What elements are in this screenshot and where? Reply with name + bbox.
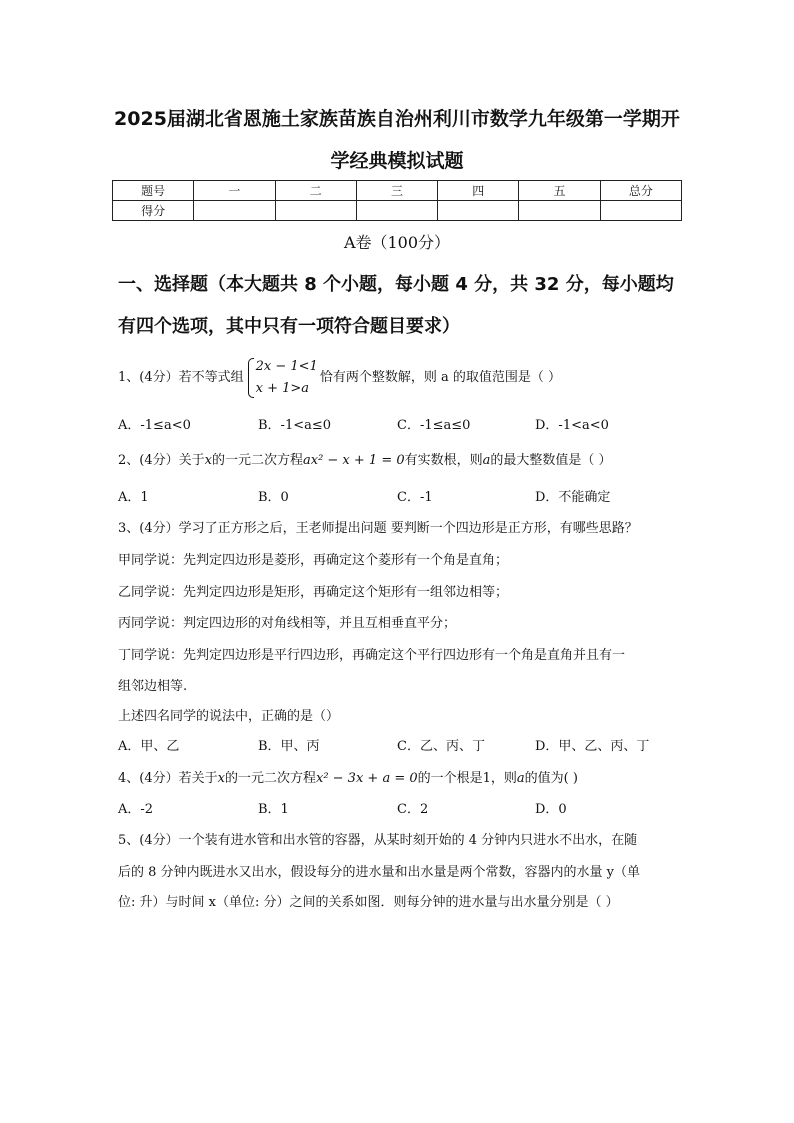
inequality-2: x + 1>a [255, 380, 310, 396]
question-2 [118, 452, 612, 470]
score-cell [519, 201, 600, 221]
question-3-option-b: B．甲、丙 [258, 739, 320, 754]
question-3-line-3: 乙同学说：先判定四边形是矩形，再确定这个矩形有一组邻边相等； [118, 585, 509, 600]
exam-title-line1: 2025届湖北省恩施土家族苗族自治州利川市数学九年级第一学期开 [114, 108, 680, 130]
score-table [112, 180, 682, 221]
question-2-text-3: 有实数根，则 [404, 453, 483, 468]
question-3-line-1: 3、(4分）学习了正方形之后，王老师提出问题 要判断一个四边形是正方形，有哪些思路？ [118, 521, 638, 536]
question-3-line-7: 上述四名同学的说法中，正确的是（） [118, 709, 340, 724]
question-2-option-b: B．0 [258, 490, 289, 505]
question-4-text-3: 的一个根是1，则 [417, 771, 517, 786]
score-cell-label: 题号 [113, 181, 194, 201]
variable-x: x [204, 453, 212, 468]
score-cell: 一 [194, 181, 275, 201]
quadratic-equation: ax² − x + 1 = 0 [302, 453, 405, 468]
part1-heading-line1: 一、选择题（本大题共 8 个小题，每小题 4 分，共 32 分，每小题均 [118, 274, 674, 295]
score-cell: 二 [275, 181, 356, 201]
variable-x: x [217, 771, 225, 786]
question-1-suffix: 恰有两个整数解，则 a 的取值范围是（ ） [319, 370, 561, 385]
score-cell [275, 201, 356, 221]
score-table-score-row [113, 201, 682, 221]
question-4-option-a: A．-2 [118, 802, 154, 817]
question-3-line-5: 丁同学说：先判定四边形是平行四边形，再确定这个平行四边形有一个角是直角并且有一 [118, 648, 626, 663]
question-4-option-b: B．1 [258, 802, 289, 817]
question-5-line-1: 5、(4分）一个装有进水管和出水管的容器，从某时刻开始的 4 分钟内只进水不出水，在随 [118, 833, 638, 848]
question-1-option-c: C．-1≤a≤0 [397, 418, 471, 433]
question-4-text-4: 的值为( ) [524, 771, 578, 786]
question-4-option-d: D．0 [535, 802, 567, 817]
question-4-text-1: 4、(4分）若关于 [118, 771, 218, 786]
question-2-text-4: 的最大整数值是（ ） [490, 453, 612, 468]
inequality-system [246, 356, 318, 400]
question-3-option-a: A．甲、乙 [118, 739, 180, 754]
question-1 [118, 354, 561, 402]
question-2-option-d: D．不能确定 [535, 490, 611, 505]
quadratic-equation: x² − 3x + a = 0 [315, 771, 418, 786]
score-cell-label: 得分 [113, 201, 194, 221]
question-3-option-d: D．甲、乙、丙、丁 [535, 739, 650, 754]
score-cell: 三 [356, 181, 437, 201]
question-1-option-d: D．-1<a<0 [535, 418, 609, 433]
question-1-option-b: B．-1<a≤0 [258, 418, 332, 433]
question-2-option-a: A．1 [118, 490, 149, 505]
score-cell [438, 201, 519, 221]
inequality-1: 2x − 1<1 [255, 358, 318, 374]
question-3-option-c: C．乙、丙、丁 [397, 739, 485, 754]
question-3-line-6: 组邻边相等. [118, 679, 188, 694]
question-3-line-2: 甲同学说：先判定四边形是菱形，再确定这个菱形有一个角是直角； [118, 553, 509, 568]
part1-heading-line2: 有四个选项，其中只有一项符合题目要求） [118, 316, 460, 337]
exam-title-line2: 学经典模拟试题 [330, 150, 464, 172]
section-a-heading: A卷（100分） [343, 233, 451, 252]
score-cell [356, 201, 437, 221]
question-4-option-c: C．2 [397, 802, 429, 817]
score-cell: 五 [519, 181, 600, 201]
variable-a: a [516, 771, 525, 786]
question-4 [118, 770, 578, 788]
question-1-prefix: 1、(4分）若不等式组 [118, 370, 244, 385]
score-cell: 四 [438, 181, 519, 201]
variable-a: a [482, 453, 491, 468]
question-2-text-2: 的一元二次方程 [211, 453, 303, 468]
score-table-header-row [113, 181, 682, 201]
question-4-text-2: 的一元二次方程 [224, 771, 316, 786]
question-1-option-a: A．-1≤a<0 [118, 418, 191, 433]
score-cell: 总分 [600, 181, 681, 201]
question-2-option-c: C．-1 [397, 490, 433, 505]
score-cell [194, 201, 275, 221]
question-2-text-1: 2、(4分）关于 [118, 453, 205, 468]
question-3-line-4: 丙同学说：判定四边形的对角线相等，并且互相垂直平分； [118, 616, 457, 631]
score-cell [600, 201, 681, 221]
question-5-line-2: 后的 8 分钟内既进水又出水，假设每分的进水量和出水量是两个常数，容器内的水量 y（单 [118, 865, 641, 880]
question-5-line-3: 位: 升）与时间 x（单位: 分）之间的关系如图．则每分钟的进水量与出水量分别是（ ） [118, 895, 619, 910]
